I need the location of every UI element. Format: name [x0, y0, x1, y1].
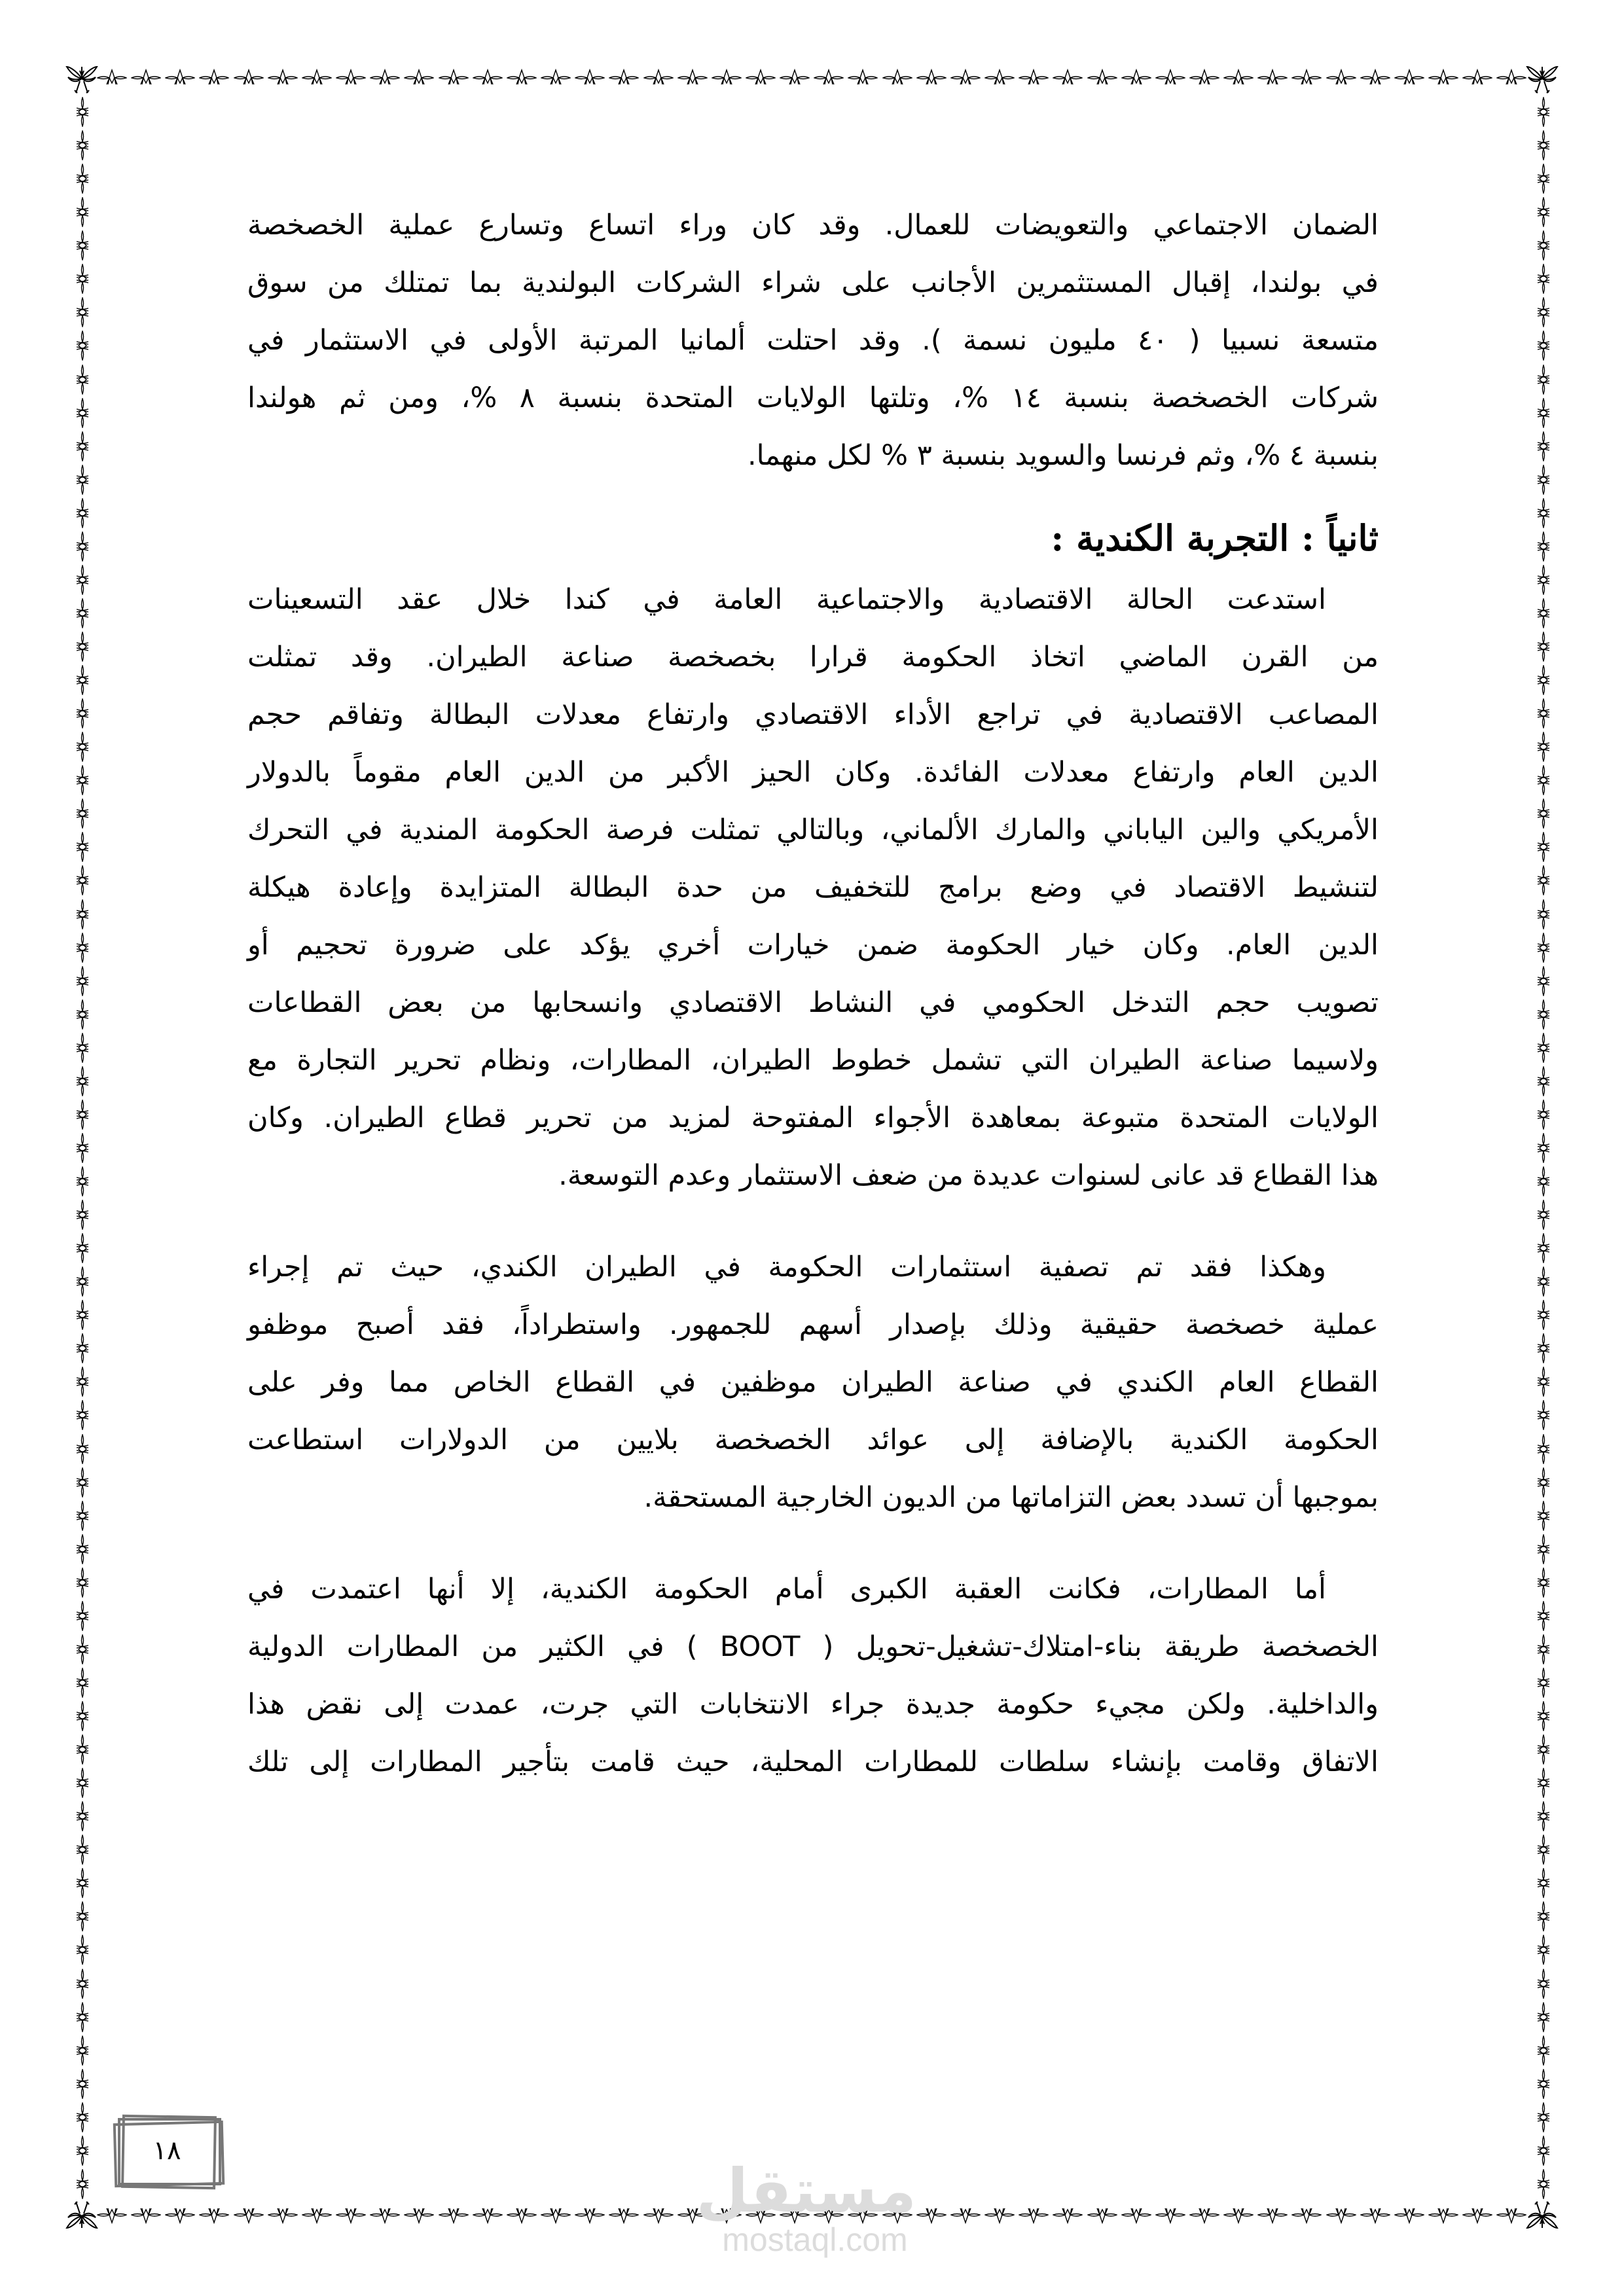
floral-ornament-icon — [234, 2207, 264, 2224]
floral-ornament-vertical-icon — [1537, 1467, 1550, 1498]
floral-ornament-vertical-icon — [1537, 97, 1550, 127]
floral-ornament-icon — [1496, 69, 1526, 86]
floral-ornament-icon — [234, 69, 264, 86]
floral-ornament-icon — [1462, 2207, 1492, 2224]
floral-ornament-vertical-icon — [1537, 2102, 1550, 2132]
floral-ornament-vertical-icon — [1537, 1734, 1550, 1765]
floral-ornament-icon — [882, 69, 912, 86]
butterfly-corner-icon — [65, 64, 98, 97]
paragraph-1 — [247, 196, 1379, 484]
floral-ornament-icon — [1223, 2207, 1254, 2224]
floral-ornament-icon — [814, 69, 844, 86]
floral-ornament-vertical-icon — [76, 1768, 89, 1798]
border-right — [1529, 97, 1558, 2199]
floral-ornament-icon — [165, 69, 195, 86]
floral-ornament-icon — [575, 69, 605, 86]
floral-ornament-vertical-icon — [1537, 1534, 1550, 1564]
floral-ornament-icon — [609, 2207, 639, 2224]
floral-ornament-vertical-icon — [1537, 565, 1550, 595]
floral-ornament-vertical-icon — [1537, 130, 1550, 160]
floral-ornament-vertical-icon — [1537, 1133, 1550, 1163]
floral-ornament-vertical-icon — [1537, 2136, 1550, 2166]
floral-ornament-vertical-icon — [76, 899, 89, 929]
floral-ornament-icon — [677, 69, 708, 86]
floral-ornament-vertical-icon — [1537, 297, 1550, 327]
floral-ornament-vertical-icon — [76, 1266, 89, 1297]
floral-ornament-vertical-icon — [1537, 2069, 1550, 2099]
floral-ornament-vertical-icon — [76, 1701, 89, 1731]
floral-ornament-vertical-icon — [76, 465, 89, 495]
text-line: تصويب حجم التدخل الحكومي في النشاط الاقتصادي وانسحابها من بعض القطاعات — [247, 986, 1379, 1019]
floral-ornament-vertical-icon — [76, 1033, 89, 1063]
floral-ornament-vertical-icon — [76, 832, 89, 862]
floral-ornament-vertical-icon — [76, 598, 89, 628]
border-bottom — [97, 2201, 1527, 2230]
floral-ornament-vertical-icon — [1537, 632, 1550, 662]
floral-ornament-icon — [848, 69, 878, 86]
border-left — [68, 97, 97, 2199]
floral-ornament-vertical-icon — [1537, 431, 1550, 461]
floral-ornament-icon — [1155, 69, 1185, 86]
floral-ornament-icon — [1394, 69, 1424, 86]
floral-ornament-vertical-icon — [76, 765, 89, 795]
floral-ornament-vertical-icon — [1537, 1066, 1550, 1096]
floral-ornament-vertical-icon — [76, 1434, 89, 1464]
floral-ornament-vertical-icon — [1537, 264, 1550, 294]
floral-ornament-icon — [1189, 2207, 1219, 2224]
floral-ornament-icon — [1223, 69, 1254, 86]
floral-ornament-vertical-icon — [1537, 331, 1550, 361]
floral-ornament-vertical-icon — [1537, 598, 1550, 628]
floral-ornament-vertical-icon — [76, 1835, 89, 1865]
floral-ornament-icon — [1121, 69, 1151, 86]
floral-ornament-icon — [1462, 69, 1492, 86]
floral-ornament-icon — [712, 69, 742, 86]
floral-ornament-icon — [916, 69, 947, 86]
border-top — [97, 63, 1527, 92]
floral-ornament-icon — [404, 2207, 434, 2224]
floral-ornament-vertical-icon — [76, 1734, 89, 1765]
floral-ornament-vertical-icon — [76, 1133, 89, 1163]
floral-ornament-icon — [780, 69, 810, 86]
text-line: استدعت الحالة الاقتصادية والاجتماعية العامة في كندا خلال عقد التسعينات — [247, 583, 1326, 616]
floral-ornament-icon — [97, 69, 127, 86]
floral-ornament-vertical-icon — [1537, 1601, 1550, 1631]
floral-ornament-vertical-icon — [1537, 365, 1550, 395]
floral-ornament-vertical-icon — [1537, 999, 1550, 1030]
floral-ornament-icon — [370, 2207, 400, 2224]
floral-ornament-vertical-icon — [1537, 1768, 1550, 1798]
page-number-box — [118, 2113, 216, 2186]
floral-ornament-icon — [1189, 69, 1219, 86]
floral-ornament-vertical-icon — [76, 331, 89, 361]
floral-ornament-vertical-icon — [1537, 1333, 1550, 1363]
floral-ornament-vertical-icon — [76, 1935, 89, 1965]
text-line: الضمان الاجتماعي والتعويضات للعمال. وقد كان وراء اتساع وتسارع عملية الخصخصة — [247, 209, 1379, 242]
floral-ornament-vertical-icon — [76, 297, 89, 327]
text-line: الولايات المتحدة متبوعة بمعاهدة الأجواء المفتوحة لمزيد من تحرير قطاع الطيران. وكان — [247, 1102, 1379, 1134]
text-line: الأمريكي والين الياباني والمارك الألماني، وبالتالي تمثلت فرصة الحكومة المندية في التحرك — [247, 814, 1379, 846]
floral-ornament-vertical-icon — [1537, 531, 1550, 562]
text-line: الدين العام. وكان خيار الحكومة ضمن خيارات أخري يؤكد على ضرورة تحجيم أو — [247, 929, 1379, 961]
floral-ornament-icon — [1428, 69, 1458, 86]
floral-ornament-icon — [439, 2207, 469, 2224]
floral-ornament-icon — [1053, 69, 1083, 86]
floral-ornament-vertical-icon — [76, 2102, 89, 2132]
floral-ornament-vertical-icon — [76, 632, 89, 662]
text-line: لتنشيط الاقتصاد في وضع برامج للتخفيف من حدة البطالة المتزايدة وإعادة هيكلة — [247, 871, 1379, 904]
floral-ornament-icon — [1155, 2207, 1185, 2224]
floral-ornament-icon — [1121, 2207, 1151, 2224]
floral-ornament-icon — [1257, 2207, 1288, 2224]
floral-ornament-vertical-icon — [76, 264, 89, 294]
floral-ornament-icon — [541, 2207, 571, 2224]
floral-ornament-icon — [814, 2207, 844, 2224]
text-line: الاتفاق وقامت بإنشاء سلطات للمطارات المحلية، حيث قامت بتأجير المطارات إلى تلك — [247, 1746, 1379, 1778]
floral-ornament-vertical-icon — [76, 1801, 89, 1831]
floral-ornament-vertical-icon — [1537, 230, 1550, 260]
text-line: عملية خصخصة حقيقية وذلك بإصدار أسهم للجمهور. واستطراداً، فقد أصبح موظفو — [247, 1308, 1379, 1341]
floral-ornament-icon — [643, 69, 674, 86]
floral-ornament-vertical-icon — [76, 1300, 89, 1330]
text-line: القطاع العام الكندي في صناعة الطيران موظفين في القطاع الخاص مما وفر على — [247, 1366, 1379, 1399]
floral-ornament-icon — [97, 2207, 127, 2224]
floral-ornament-icon — [1394, 2207, 1424, 2224]
floral-ornament-icon — [268, 2207, 298, 2224]
floral-ornament-icon — [1291, 2207, 1322, 2224]
floral-ornament-vertical-icon — [1537, 698, 1550, 728]
floral-ornament-icon — [677, 2207, 708, 2224]
floral-ornament-vertical-icon — [76, 865, 89, 895]
floral-ornament-icon — [1326, 2207, 1356, 2224]
floral-ornament-vertical-icon — [1537, 832, 1550, 862]
floral-ornament-icon — [882, 2207, 912, 2224]
floral-ornament-vertical-icon — [76, 933, 89, 963]
floral-ornament-vertical-icon — [76, 1901, 89, 1931]
floral-ornament-icon — [1428, 2207, 1458, 2224]
text-line: الخصخصة طريقة بناء-امتلاك-تشغيل-تحويل ( BOOT ) في الكثير من المطارات الدولية — [247, 1630, 1379, 1663]
watermark-arabic: مستقل — [696, 2156, 916, 2226]
paragraph-spacer — [247, 1526, 1379, 1560]
floral-ornament-icon — [984, 2207, 1015, 2224]
floral-ornament-vertical-icon — [76, 1868, 89, 1898]
floral-ornament-vertical-icon — [76, 1534, 89, 1564]
floral-ornament-vertical-icon — [1537, 1901, 1550, 1931]
floral-ornament-vertical-icon — [1537, 1868, 1550, 1898]
floral-ornament-vertical-icon — [76, 1333, 89, 1363]
paragraph-2 — [247, 571, 1379, 1204]
floral-ornament-vertical-icon — [76, 665, 89, 695]
text-line: بنسبة ٤ %، وثم فرنسا والسويد بنسبة ٣ % لكل منهما. — [747, 439, 1379, 472]
floral-ornament-vertical-icon — [1537, 1701, 1550, 1731]
floral-ornament-icon — [746, 69, 776, 86]
floral-ornament-vertical-icon — [1537, 1801, 1550, 1831]
floral-ornament-vertical-icon — [1537, 1200, 1550, 1230]
floral-ornament-vertical-icon — [1537, 1969, 1550, 1999]
floral-ornament-icon — [1087, 2207, 1117, 2224]
floral-ornament-vertical-icon — [76, 1100, 89, 1130]
floral-ornament-icon — [302, 69, 332, 86]
floral-ornament-vertical-icon — [1537, 732, 1550, 762]
floral-ornament-vertical-icon — [76, 1634, 89, 1664]
floral-ornament-icon — [1496, 2207, 1526, 2224]
floral-ornament-vertical-icon — [76, 365, 89, 395]
floral-ornament-vertical-icon — [1537, 1166, 1550, 1196]
floral-ornament-icon — [439, 69, 469, 86]
floral-ornament-vertical-icon — [1537, 1568, 1550, 1598]
floral-ornament-icon — [507, 2207, 537, 2224]
floral-ornament-vertical-icon — [1537, 1835, 1550, 1865]
floral-ornament-vertical-icon — [1537, 1100, 1550, 1130]
floral-ornament-vertical-icon — [76, 1501, 89, 1531]
floral-ornament-icon — [609, 69, 639, 86]
text-line: شركات الخصخصة بنسبة ١٤ %، وتلتها الولايات المتحدة بنسبة ٨ %، ومن ثم هولندا — [247, 382, 1379, 414]
floral-ornament-vertical-icon — [76, 498, 89, 528]
floral-ornament-vertical-icon — [76, 565, 89, 595]
floral-ornament-icon — [712, 2207, 742, 2224]
floral-ornament-vertical-icon — [1537, 1233, 1550, 1263]
text-line: من القرن الماضي اتخاذ الحكومة قرارا بخصخصة صناعة الطيران. وقد تمثلت — [247, 641, 1379, 673]
text-line: أما المطارات، فكانت العقبة الكبرى أمام الحكومة الكندية، إلا أنها اعتمدت في — [247, 1573, 1326, 1605]
floral-ornament-icon — [1087, 69, 1117, 86]
floral-ornament-vertical-icon — [1537, 1434, 1550, 1464]
floral-ornament-vertical-icon — [1537, 1935, 1550, 1965]
section-heading: ثانياً : التجربة الكندية : — [1051, 517, 1379, 559]
floral-ornament-vertical-icon — [76, 230, 89, 260]
floral-ornament-vertical-icon — [1537, 197, 1550, 227]
paragraph-3 — [247, 1238, 1379, 1526]
floral-ornament-vertical-icon — [76, 531, 89, 562]
floral-ornament-icon — [1291, 69, 1322, 86]
floral-ornament-vertical-icon — [76, 1200, 89, 1230]
floral-ornament-vertical-icon — [76, 999, 89, 1030]
floral-ornament-vertical-icon — [76, 798, 89, 829]
floral-ornament-vertical-icon — [76, 1166, 89, 1196]
floral-ornament-icon — [746, 2207, 776, 2224]
floral-ornament-vertical-icon — [1537, 2002, 1550, 2032]
floral-ornament-icon — [473, 2207, 503, 2224]
floral-ornament-vertical-icon — [1537, 398, 1550, 428]
floral-ornament-icon — [1326, 69, 1356, 86]
floral-ornament-vertical-icon — [1537, 1634, 1550, 1664]
floral-ornament-icon — [336, 2207, 366, 2224]
floral-ornament-vertical-icon — [1537, 865, 1550, 895]
floral-ornament-vertical-icon — [1537, 1033, 1550, 1063]
paragraph-spacer — [247, 1204, 1379, 1238]
floral-ornament-vertical-icon — [1537, 1668, 1550, 1698]
floral-ornament-vertical-icon — [76, 2136, 89, 2166]
text-line: بموجبها أن تسدد بعض التزاماتها من الديون الخارجية المستحقة. — [643, 1481, 1379, 1514]
floral-ornament-icon — [575, 2207, 605, 2224]
floral-ornament-vertical-icon — [76, 431, 89, 461]
floral-ornament-vertical-icon — [76, 97, 89, 127]
floral-ornament-vertical-icon — [1537, 765, 1550, 795]
floral-ornament-icon — [131, 69, 161, 86]
floral-ornament-icon — [848, 2207, 878, 2224]
floral-ornament-icon — [302, 2207, 332, 2224]
floral-ornament-vertical-icon — [76, 698, 89, 728]
butterfly-corner-icon — [65, 2198, 98, 2231]
floral-ornament-vertical-icon — [76, 1467, 89, 1498]
floral-ornament-vertical-icon — [1537, 1367, 1550, 1397]
floral-ornament-vertical-icon — [76, 732, 89, 762]
floral-ornament-vertical-icon — [1537, 1501, 1550, 1531]
text-line: هذا القطاع قد عانى لسنوات عديدة من ضعف الاستثمار وعدم التوسعة. — [558, 1159, 1379, 1192]
floral-ornament-vertical-icon — [1537, 899, 1550, 929]
floral-ornament-vertical-icon — [76, 197, 89, 227]
floral-ornament-icon — [984, 69, 1015, 86]
document-body — [247, 196, 1379, 1791]
floral-ornament-vertical-icon — [76, 1601, 89, 1631]
floral-ornament-vertical-icon — [76, 130, 89, 160]
floral-ornament-vertical-icon — [1537, 465, 1550, 495]
floral-ornament-vertical-icon — [76, 1668, 89, 1698]
floral-ornament-vertical-icon — [1537, 1266, 1550, 1297]
floral-ornament-vertical-icon — [76, 2036, 89, 2066]
floral-ornament-icon — [1019, 69, 1049, 86]
floral-ornament-vertical-icon — [1537, 164, 1550, 194]
floral-ornament-vertical-icon — [76, 1969, 89, 1999]
floral-ornament-vertical-icon — [76, 2169, 89, 2199]
floral-ornament-icon — [199, 69, 229, 86]
butterfly-corner-icon — [1526, 64, 1559, 97]
floral-ornament-vertical-icon — [76, 1367, 89, 1397]
floral-ornament-icon — [1053, 2207, 1083, 2224]
floral-ornament-vertical-icon — [1537, 1400, 1550, 1430]
floral-ornament-vertical-icon — [76, 398, 89, 428]
floral-ornament-icon — [165, 2207, 195, 2224]
floral-ornament-icon — [541, 69, 571, 86]
floral-ornament-icon — [404, 69, 434, 86]
floral-ornament-icon — [950, 69, 981, 86]
floral-ornament-vertical-icon — [1537, 933, 1550, 963]
floral-ornament-icon — [950, 2207, 981, 2224]
floral-ornament-vertical-icon — [1537, 1300, 1550, 1330]
floral-ornament-vertical-icon — [1537, 498, 1550, 528]
butterfly-corner-icon — [1526, 2198, 1559, 2231]
text-line: ولاسيما صناعة الطيران التي تشمل خطوط الطيران، المطارات، ونظام تحرير التجارة مع — [247, 1044, 1379, 1077]
floral-ornament-vertical-icon — [1537, 2169, 1550, 2199]
floral-ornament-icon — [473, 69, 503, 86]
floral-ornament-icon — [1257, 69, 1288, 86]
floral-ornament-icon — [336, 69, 366, 86]
paragraph-4 — [247, 1560, 1379, 1791]
text-line: وهكذا فقد تم تصفية استثمارات الحكومة في الطيران الكندي، حيث تم إجراء — [247, 1251, 1326, 1283]
floral-ornament-vertical-icon — [1537, 2036, 1550, 2066]
floral-ornament-icon — [370, 69, 400, 86]
floral-ornament-icon — [199, 2207, 229, 2224]
watermark-latin: mostaql.com — [722, 2221, 908, 2258]
page-number: ١٨ — [153, 2136, 181, 2166]
floral-ornament-icon — [507, 69, 537, 86]
floral-ornament-vertical-icon — [76, 164, 89, 194]
floral-ornament-icon — [131, 2207, 161, 2224]
floral-ornament-vertical-icon — [76, 966, 89, 996]
floral-ornament-icon — [268, 69, 298, 86]
floral-ornament-icon — [1019, 2207, 1049, 2224]
floral-ornament-vertical-icon — [76, 2069, 89, 2099]
text-line: في بولندا، إقبال المستثمرين الأجانب على شراء الشركات البولندية بما تمتلك من سوق — [247, 266, 1379, 299]
text-line: والداخلية. ولكن مجيء حكومة جديدة جراء الانتخابات التي جرت، عمدت إلى نقض هذا — [247, 1688, 1379, 1721]
floral-ornament-icon — [643, 2207, 674, 2224]
text-line: الدين العام وارتفاع معدلات الفائدة. وكان الحيز الأكبر من الدين العام مقوماً بالدولار — [247, 756, 1379, 789]
floral-ornament-vertical-icon — [76, 2002, 89, 2032]
floral-ornament-vertical-icon — [76, 1066, 89, 1096]
floral-ornament-icon — [916, 2207, 947, 2224]
floral-ornament-icon — [1360, 69, 1390, 86]
floral-ornament-icon — [780, 2207, 810, 2224]
floral-ornament-vertical-icon — [1537, 966, 1550, 996]
floral-ornament-vertical-icon — [1537, 798, 1550, 829]
floral-ornament-icon — [1360, 2207, 1390, 2224]
floral-ornament-vertical-icon — [1537, 665, 1550, 695]
text-line: الحكومة الكندية بالإضافة إلى عوائد الخصخصة بلايين من الدولارات استطاعت — [247, 1424, 1379, 1456]
floral-ornament-vertical-icon — [76, 1400, 89, 1430]
floral-ornament-vertical-icon — [76, 1568, 89, 1598]
text-line: متسعة نسبيا ( ٤٠ مليون نسمة ). وقد احتلت ألمانيا المرتبة الأولى في الاستثمار في — [247, 324, 1379, 357]
text-line: المصاعب الاقتصادية في تراجع الأداء الاقتصادي وارتفاع معدلات البطالة وتفاقم حجم — [247, 698, 1379, 731]
floral-ornament-vertical-icon — [76, 1233, 89, 1263]
